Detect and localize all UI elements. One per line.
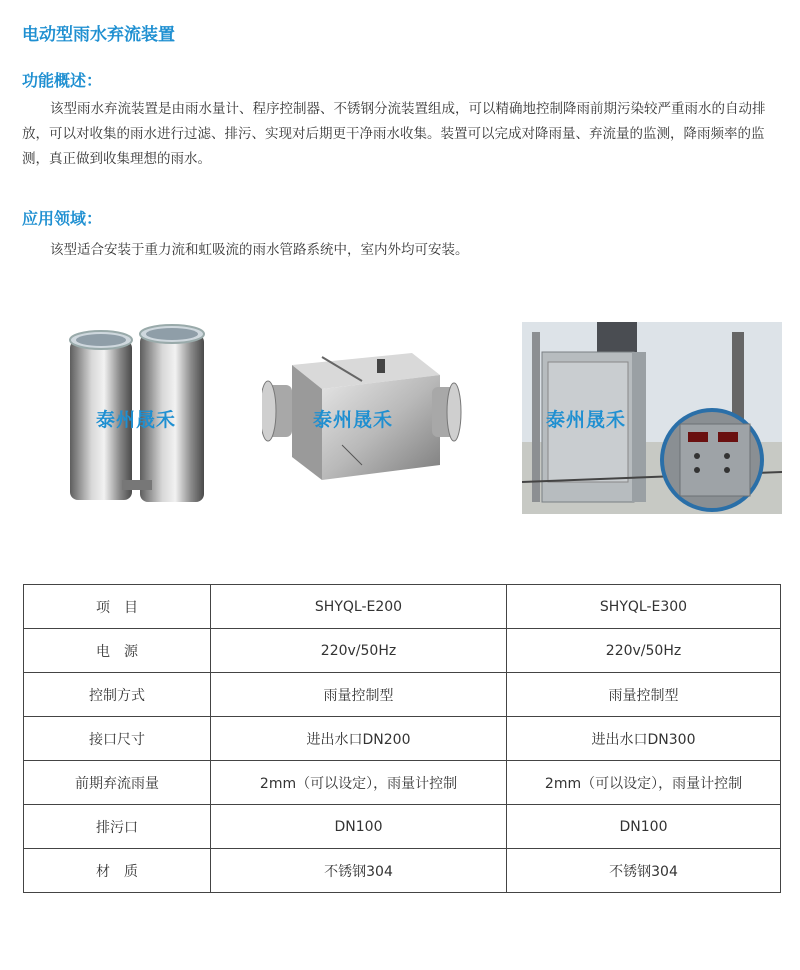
spec-table [23,584,781,893]
table-row [24,673,781,717]
row-label: 排污口 [24,805,211,849]
application-heading: 应用领域： [22,209,103,228]
header-model-e200: SHYQL-E200 [211,585,507,629]
page-title: 电动型雨水弃流装置 [22,25,175,45]
table-row [24,629,781,673]
row-label: 电 源 [24,629,211,673]
row-label: 材 质 [24,849,211,893]
cell-e200: 雨量控制型 [211,673,507,717]
table-header-row [24,585,781,629]
header-model-e300: SHYQL-E300 [507,585,781,629]
overview-heading: 功能概述： [22,71,103,90]
cell-e200: 进出水口DN200 [211,717,507,761]
cell-e300: 不锈钢304 [507,849,781,893]
application-text: 该型适合安装于重力流和虹吸流的雨水管路系统中，室内外均可安装。 [50,242,469,258]
cell-e300: 进出水口DN300 [507,717,781,761]
row-label: 前期弃流雨量 [24,761,211,805]
table-row [24,849,781,893]
table-row [24,717,781,761]
cell-e200: 不锈钢304 [211,849,507,893]
table-row [24,805,781,849]
cell-e200: 220v/50Hz [211,629,507,673]
row-label: 控制方式 [24,673,211,717]
row-label: 接口尺寸 [24,717,211,761]
cell-e200: 2mm（可以设定），雨量计控制 [211,761,507,805]
cell-e300: 220v/50Hz [507,629,781,673]
cell-e200: DN100 [211,805,507,849]
overview-text: 该型雨水弃流装置是由雨水量计、程序控制器、不锈钢分流装置组成，可以精确地控制降雨前期污染较严重雨水的自动排放，可以对收集的雨水进行过滤、排污、实现对后期更干净雨水收集。装置可以完成对降雨量、弃流量的监测，降雨频率的监测，真正做到收集理想的雨水。 [22,101,766,167]
watermark-1: 泰州晟禾 [96,409,177,431]
cell-e300: 2mm（可以设定），雨量计控制 [507,761,781,805]
watermark-2: 泰州晟禾 [313,409,394,431]
watermark-3: 泰州晟禾 [546,409,627,431]
cell-e300: 雨量控制型 [507,673,781,717]
header-item: 项 目 [24,585,211,629]
table-row [24,761,781,805]
cell-e300: DN100 [507,805,781,849]
